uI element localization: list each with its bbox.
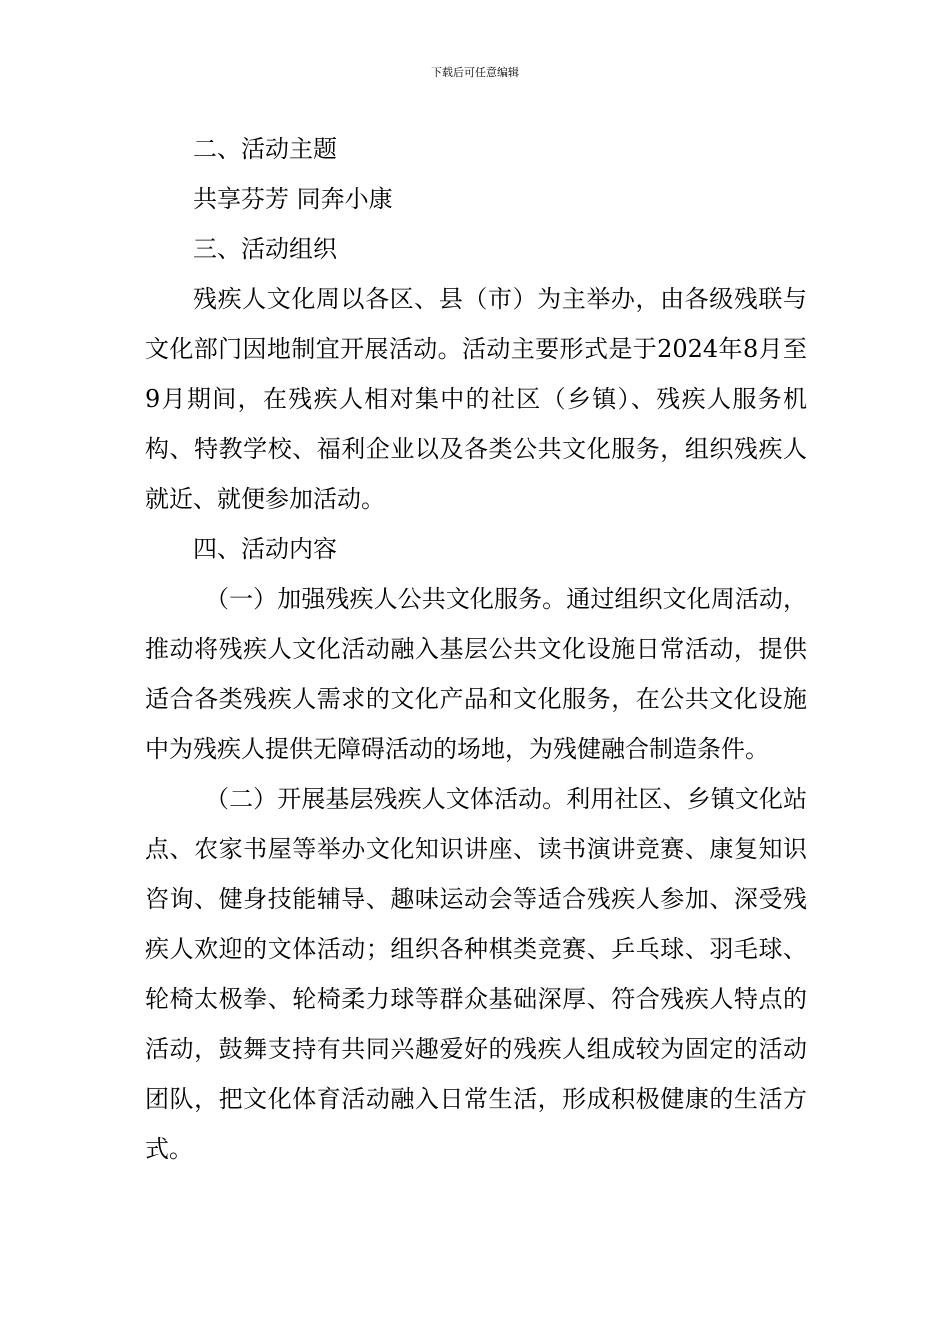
theme-slogan: 共享芬芳 同奔小康 — [193, 185, 393, 213]
organization-paragraph: 残疾人文化周以各区、县（市）为主举办，由各级残联与文化部门因地制宜开展活动。活动主要形式是于2024年8月至9月期间，在残疾人相对集中的社区（乡镇）、残疾人服务机构、特教学校、福利企业以及各类公共文化服务，组织残疾人就近、就便参加活动。 — [145, 285, 807, 513]
document-body — [145, 124, 807, 1174]
content-item-1: （一）加强残疾人公共文化服务。通过组织文化周活动，推动将残疾人文化活动融入基层公共文化设施日常活动，提供适合各类残疾人需求的文化产品和文化服务，在公共文化设施中为残疾人提供无障碍活动的场地，为残健融合制造条件。 — [145, 585, 807, 763]
section-heading-theme: 二、活动主题 — [193, 135, 337, 163]
page-header-note: 下载后可任意编辑 — [431, 66, 519, 79]
section-heading-content: 四、活动内容 — [193, 535, 337, 563]
section-heading-organization: 三、活动组织 — [193, 235, 337, 263]
content-item-2: （二）开展基层残疾人文体活动。利用社区、乡镇文化站点、农家书屋等举办文化知识讲座、读书演讲竞赛、康复知识咨询、健身技能辅导、趣味运动会等适合残疾人参加、深受残疾人欢迎的文体活动；组织各种棋类竞赛、乒乓球、羽毛球、轮椅太极拳、轮椅柔力球等群众基础深厚、符合残疾人特点的活动，鼓舞支持有共同兴趣爱好的残疾人组成较为固定的活动团队，把文化体育活动融入日常生活，形成积极健康的生活方式。 — [145, 785, 807, 1163]
